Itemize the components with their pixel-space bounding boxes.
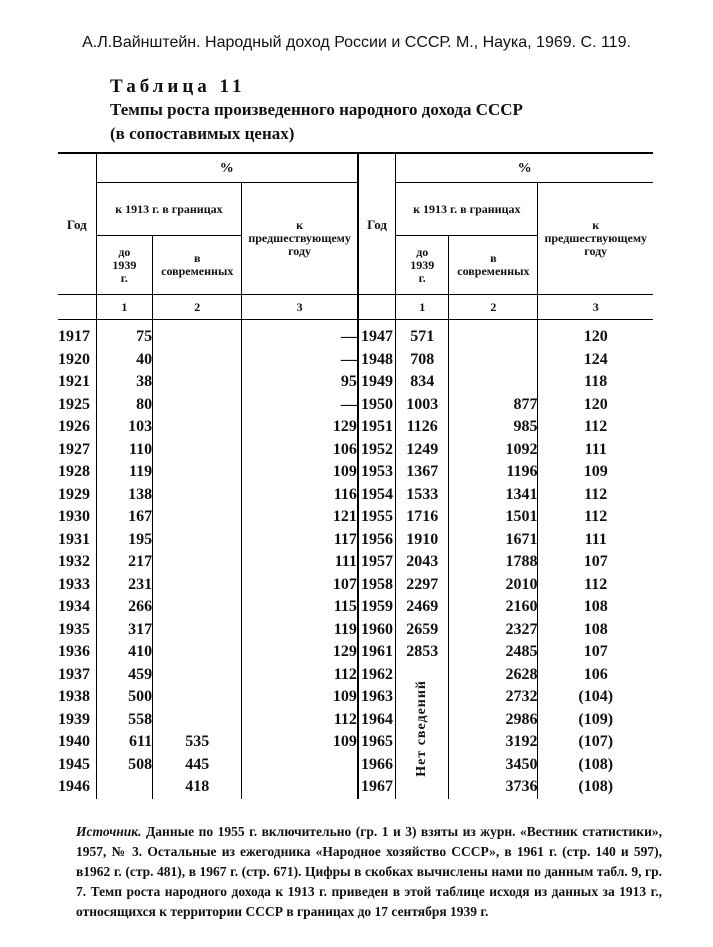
value-col1-cell: 110 <box>96 439 153 462</box>
year-cell: 1937 <box>58 664 96 687</box>
year-cell: 1953 <box>358 461 396 484</box>
value-col3-cell: 112 <box>584 485 608 503</box>
table-row <box>58 371 653 394</box>
value-col2-cell: 2160 <box>449 596 538 619</box>
value-col2-cell: 985 <box>449 416 538 439</box>
value-col1-cell: 317 <box>96 619 153 642</box>
value-col3-cell <box>242 776 358 799</box>
value-col3-cell: 119 <box>242 619 358 642</box>
year-cell: 1935 <box>58 619 96 642</box>
value-col3-cell: (104) <box>578 688 614 706</box>
year-cell: 1949 <box>358 371 396 394</box>
year-cell: 1963 <box>358 686 396 709</box>
value-col1-cell: 75 <box>96 320 153 349</box>
value-col1-cell: 1716 <box>396 506 449 529</box>
year-cell: 1948 <box>358 349 396 372</box>
table-row <box>58 320 653 349</box>
value-col1-cell: 103 <box>96 416 153 439</box>
value-col3-cell: 108 <box>583 620 608 638</box>
table-row <box>58 461 653 484</box>
modern-header-right: в современных <box>449 236 538 295</box>
value-col3-cell: 111 <box>242 551 358 574</box>
value-col2-cell: 418 <box>153 776 242 799</box>
value-col2-cell: 1341 <box>449 484 538 507</box>
prev-year-header-right: к предшествующему году <box>538 183 653 295</box>
year-header-left: Год <box>58 153 96 295</box>
col-number-2-left: 2 <box>153 295 242 320</box>
value-col2-cell: 2485 <box>449 641 538 664</box>
year-cell: 1932 <box>58 551 96 574</box>
modern-header-left: в современных <box>153 236 242 295</box>
value-col2-cell <box>153 320 242 349</box>
year-cell: 1955 <box>358 506 396 529</box>
table-row <box>58 506 653 529</box>
value-col3-cell: 112 <box>242 709 358 732</box>
value-col2-cell <box>153 416 242 439</box>
value-col1-cell <box>96 776 153 799</box>
value-col1-cell: 2469 <box>396 596 449 619</box>
year-cell: 1965 <box>358 731 396 754</box>
year-cell: 1959 <box>358 596 396 619</box>
value-col1-cell: 571 <box>396 320 449 349</box>
year-cell: 1962 <box>358 664 396 687</box>
year-cell: 1931 <box>58 529 96 552</box>
value-col3-cell: (108) <box>578 755 614 773</box>
value-col2-cell: 1671 <box>449 529 538 552</box>
no-data-label: Нет сведений <box>414 680 430 777</box>
value-col2-cell <box>153 709 242 732</box>
value-col3-cell: 124 <box>583 350 608 368</box>
value-col1-cell: 1367 <box>396 461 449 484</box>
value-col1-cell: 410 <box>96 641 153 664</box>
year-cell: 1960 <box>358 619 396 642</box>
value-col3-cell: 111 <box>584 530 607 548</box>
value-col3-cell: 107 <box>242 574 358 597</box>
year-cell: 1920 <box>58 349 96 372</box>
value-col3-cell: 109 <box>242 731 358 754</box>
value-col2-cell <box>153 349 242 372</box>
value-col1-cell: 834 <box>396 371 449 394</box>
table-row <box>58 731 653 754</box>
year-cell: 1925 <box>58 394 96 417</box>
year-cell: 1964 <box>358 709 396 732</box>
k1913-header-right: к 1913 г. в границах <box>396 183 538 236</box>
value-col2-cell <box>153 371 242 394</box>
value-col2-cell: 2628 <box>449 664 538 687</box>
table-row <box>58 416 653 439</box>
table-label: Таблица 11 <box>110 76 246 97</box>
value-col1-cell: 459 <box>96 664 153 687</box>
value-col3-cell: 109 <box>583 463 608 481</box>
value-col2-cell: 1501 <box>449 506 538 529</box>
value-col2-cell <box>449 371 538 394</box>
value-col3-cell: 112 <box>584 575 608 593</box>
table-row <box>58 484 653 507</box>
table-title: Темпы роста произведенного народного дохода СССР <box>110 100 523 119</box>
year-cell: 1927 <box>58 439 96 462</box>
year-cell: 1917 <box>58 320 96 349</box>
value-col2-cell: 1092 <box>449 439 538 462</box>
value-col1-cell: 2297 <box>396 574 449 597</box>
year-cell: 1957 <box>358 551 396 574</box>
value-col1-cell: 2659 <box>396 619 449 642</box>
table-row <box>58 619 653 642</box>
value-col2-cell <box>449 320 538 349</box>
table-row <box>58 394 653 417</box>
value-col1-cell: 167 <box>96 506 153 529</box>
value-col2-cell <box>153 641 242 664</box>
year-header-right: Год <box>358 153 396 295</box>
value-col2-cell: 3450 <box>449 754 538 777</box>
value-col2-cell <box>153 574 242 597</box>
source-note <box>76 822 662 922</box>
year-cell: 1967 <box>358 776 396 799</box>
k1913-header-left: к 1913 г. в границах <box>96 183 242 236</box>
year-cell: 1939 <box>58 709 96 732</box>
value-col2-cell <box>153 506 242 529</box>
year-cell: 1956 <box>358 529 396 552</box>
value-col2-cell <box>153 529 242 552</box>
value-col3-cell: 107 <box>583 553 608 571</box>
table-subtitle: (в сопоставимых ценах) <box>110 124 295 143</box>
value-col3-cell: 129 <box>242 416 358 439</box>
value-col3-cell <box>242 754 358 777</box>
value-col3-cell: 118 <box>584 373 608 391</box>
value-col1-cell: 2043 <box>396 551 449 574</box>
table-row <box>58 664 653 687</box>
table-row <box>58 776 653 799</box>
value-col2-cell <box>153 439 242 462</box>
year-cell: 1929 <box>58 484 96 507</box>
col-number-3-left: 3 <box>242 295 358 320</box>
table-row <box>58 349 653 372</box>
year-cell: 1958 <box>358 574 396 597</box>
value-col2-cell: 3192 <box>449 731 538 754</box>
value-col2-cell: 535 <box>153 731 242 754</box>
value-col3-cell: 112 <box>584 418 608 436</box>
table-row <box>58 754 653 777</box>
table-row <box>58 596 653 619</box>
value-col3-cell: — <box>242 349 358 372</box>
value-col2-cell: 3736 <box>449 776 538 799</box>
value-col1-cell: 508 <box>96 754 153 777</box>
value-col3-cell: 111 <box>584 440 607 458</box>
value-col2-cell: 2010 <box>449 574 538 597</box>
value-col2-cell: 1196 <box>449 461 538 484</box>
source-text: Данные по 1955 г. включительно (гр. 1 и 3) взяты из журн. «Вестник статистики», 1957, № 3. Остальные из ежегодника «Народное хозяйство СССР», в 1961 г. (стр. 140 и 597), в1962 г. (стр. 481), в 1967 г. (стр. 671). Цифры в скобках вычислены нами по данным табл. 9, гр. 7. Темп роста народного дохода к 1913 г. приведен в этой таблице исходя из данных за 1913 г., относящихся к территории СССР в границах до 17 сентября 1939 г. <box>76 824 662 919</box>
value-col1-cell: 1003 <box>396 394 449 417</box>
citation-header: А.Л.Вайнштейн. Народный доход России и СССР. М., Наука, 1969. С. 119. <box>82 34 631 51</box>
year-cell: 1945 <box>58 754 96 777</box>
table-row <box>58 551 653 574</box>
year-cell: 1930 <box>58 506 96 529</box>
value-col3-cell: 117 <box>242 529 358 552</box>
value-col3-cell: 129 <box>242 641 358 664</box>
percent-header-left: % <box>96 153 358 183</box>
value-col1-cell: 40 <box>96 349 153 372</box>
table-row <box>58 439 653 462</box>
year-cell: 1926 <box>58 416 96 439</box>
value-col1-cell: 231 <box>96 574 153 597</box>
before1939-header-right: до 1939 г. <box>396 236 449 295</box>
value-col3-cell: 112 <box>242 664 358 687</box>
value-col3-cell: 95 <box>242 371 358 394</box>
value-col2-cell: 2327 <box>449 619 538 642</box>
value-col1-cell: 1910 <box>396 529 449 552</box>
year-cell: 1950 <box>358 394 396 417</box>
year-cell: 1940 <box>58 731 96 754</box>
value-col3-cell: 120 <box>583 395 608 413</box>
value-col1-cell: 1126 <box>396 416 449 439</box>
year-cell: 1936 <box>58 641 96 664</box>
value-col3-cell: 112 <box>584 508 608 526</box>
percent-header-right: % <box>396 153 653 183</box>
col-number-1-right: 1 <box>396 295 449 320</box>
table-row <box>58 529 653 552</box>
value-col1-cell: 1533 <box>396 484 449 507</box>
value-col3-cell: 120 <box>583 328 608 346</box>
value-col3-cell: — <box>242 320 358 349</box>
income-growth-table <box>58 152 653 799</box>
col-number-3-right: 3 <box>538 295 653 320</box>
value-col3-cell: 109 <box>242 461 358 484</box>
year-cell: 1951 <box>358 416 396 439</box>
value-col3-cell: 108 <box>583 598 608 616</box>
value-col2-cell: 877 <box>449 394 538 417</box>
value-col3-cell: (109) <box>578 710 614 728</box>
year-cell: 1938 <box>58 686 96 709</box>
value-col3-cell: — <box>242 394 358 417</box>
value-col1-cell: 708 <box>396 349 449 372</box>
value-col2-cell <box>449 349 538 372</box>
year-cell: 1946 <box>58 776 96 799</box>
value-col1-cell: 80 <box>96 394 153 417</box>
source-label: Источник. <box>76 824 142 839</box>
value-col1-cell: 558 <box>96 709 153 732</box>
year-cell: 1928 <box>58 461 96 484</box>
value-col2-cell <box>153 664 242 687</box>
value-col2-cell <box>153 686 242 709</box>
value-col2-cell <box>153 484 242 507</box>
year-cell: 1947 <box>358 320 396 349</box>
value-col3-cell: 115 <box>242 596 358 619</box>
value-col1-cell: 611 <box>96 731 153 754</box>
table-row <box>58 686 653 709</box>
value-col1-cell: 195 <box>96 529 153 552</box>
value-col2-cell: 1788 <box>449 551 538 574</box>
value-col1-cell: 500 <box>96 686 153 709</box>
value-col2-cell: 2732 <box>449 686 538 709</box>
value-col2-cell: 445 <box>153 754 242 777</box>
value-col3-cell: 107 <box>583 643 608 661</box>
before1939-header-left: до 1939 г. <box>96 236 153 295</box>
value-col2-cell <box>153 461 242 484</box>
value-col3-cell: 109 <box>242 686 358 709</box>
value-col1-cell: 217 <box>96 551 153 574</box>
prev-year-header-left: к предшествующему году <box>242 183 358 295</box>
value-col2-cell <box>153 551 242 574</box>
value-col2-cell: 2986 <box>449 709 538 732</box>
value-col3-cell: (107) <box>578 733 614 751</box>
year-cell: 1921 <box>58 371 96 394</box>
col-number-1-left: 1 <box>96 295 153 320</box>
year-cell: 1952 <box>358 439 396 462</box>
value-col1-cell: 1249 <box>396 439 449 462</box>
table-row <box>58 709 653 732</box>
value-col2-cell <box>153 596 242 619</box>
year-cell: 1961 <box>358 641 396 664</box>
value-col1-cell: 138 <box>96 484 153 507</box>
year-cell: 1954 <box>358 484 396 507</box>
value-col1-cell: 2853 <box>396 641 449 664</box>
table-row <box>58 574 653 597</box>
year-cell: 1966 <box>358 754 396 777</box>
value-col2-cell <box>153 619 242 642</box>
no-data-cell <box>396 664 449 799</box>
value-col1-cell: 266 <box>96 596 153 619</box>
value-col3-cell: 106 <box>242 439 358 462</box>
value-col1-cell: 119 <box>96 461 153 484</box>
value-col2-cell <box>153 394 242 417</box>
value-col1-cell: 38 <box>96 371 153 394</box>
value-col3-cell: (108) <box>578 778 614 796</box>
value-col3-cell: 116 <box>242 484 358 507</box>
year-cell: 1933 <box>58 574 96 597</box>
value-col3-cell: 121 <box>242 506 358 529</box>
year-cell: 1934 <box>58 596 96 619</box>
value-col3-cell: 106 <box>583 665 608 683</box>
table-row <box>58 641 653 664</box>
col-number-2-right: 2 <box>449 295 538 320</box>
